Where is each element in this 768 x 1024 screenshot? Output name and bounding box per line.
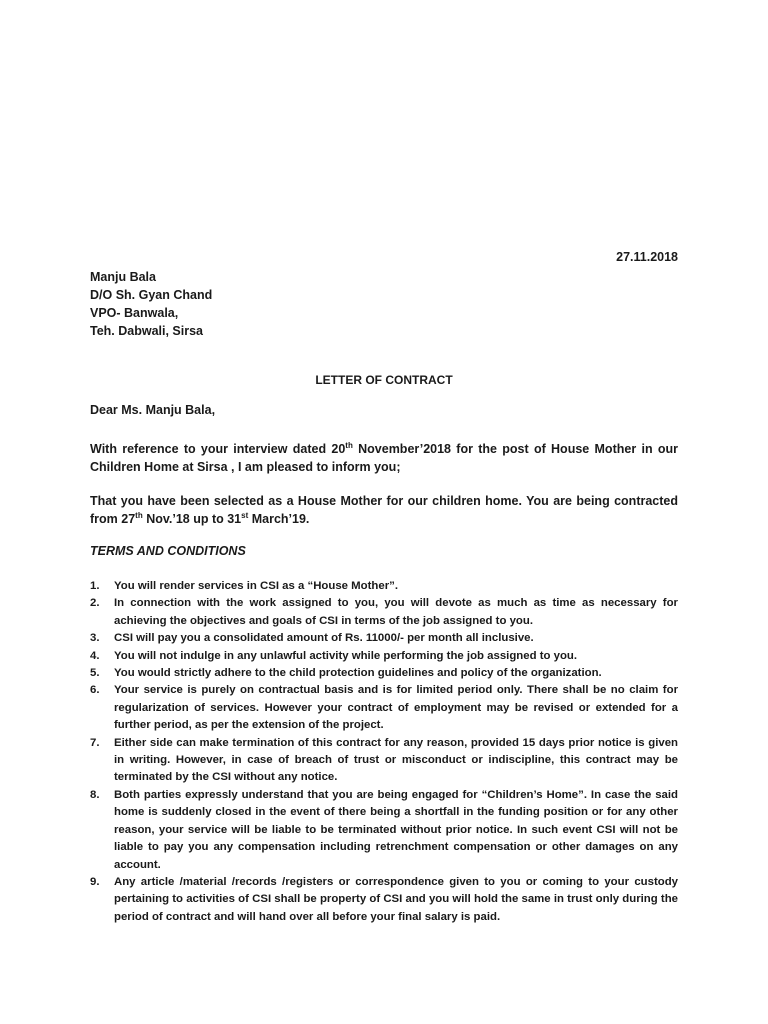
term-item: [90, 630, 678, 647]
term-item: [90, 874, 678, 926]
salutation: Dear Ms. Manju Bala,: [90, 403, 216, 417]
selection-text: Nov.’18 up to 31: [142, 512, 242, 526]
term-number: 1.: [90, 580, 100, 592]
term-text: In connection with the work assigned to you, you will devote as much as time as necessary for achieving the objectives and goals of CSI in terms of the job assigned to you.: [114, 597, 678, 627]
address-line: Teh. Dabwali, Sirsa: [90, 324, 204, 338]
terms-list: [90, 578, 678, 926]
term-number: 9.: [90, 875, 100, 888]
term-number: 2.: [90, 597, 100, 610]
selection-sup: th: [135, 510, 143, 520]
recipient-address: [90, 268, 212, 340]
term-text: Your service is purely on contractual basis and is for limited period only. There shall be no claim for regularization of services. However your contract of employment may be revised or extended for a further period, as per the extension of the project.: [114, 684, 678, 732]
term-text: Both parties expressly understand that you are being engaged for “Children’s Home”. In case the said home is suddenly closed in the event of there being a shortfall in the funding position or for any other reason, your service will be liable to be terminated without prior notice. In such event CSI will not be liable to pay you any compensation including retrenchment compensation or other damages on any account.: [114, 788, 678, 871]
term-text: Either side can make termination of this contract for any reason, provided 15 days prior notice is given in writing. However, in case of breach of trust or misconduct or indiscipline, this contract may be terminated by the CSI without any notice.: [114, 736, 678, 784]
term-item: [90, 578, 678, 595]
address-line: VPO- Banwala,: [90, 306, 179, 320]
terms-heading: TERMS AND CONDITIONS: [90, 544, 246, 558]
intro-text: With reference to your interview dated 20: [90, 442, 346, 456]
term-number: 3.: [90, 632, 100, 645]
term-item: [90, 735, 678, 787]
term-item: [90, 665, 678, 682]
term-text: You will render services in CSI as a “House Mother”.: [114, 580, 399, 592]
term-number: 5.: [90, 667, 100, 680]
selection-sup: st: [241, 510, 249, 520]
term-item: [90, 682, 678, 734]
term-item: [90, 595, 678, 630]
term-number: 8.: [90, 788, 100, 801]
term-text: CSI will pay you a consolidated amount of Rs. 11000/- per month all inclusive.: [114, 632, 534, 645]
term-text: You would strictly adhere to the child protection guidelines and policy of the organization.: [114, 667, 602, 680]
term-number: 7.: [90, 736, 100, 749]
selection-text: That you have been selected as a House Mother for our children home. You are being contracted from 27: [90, 494, 678, 526]
address-line: D/O Sh. Gyan Chand: [90, 288, 213, 302]
term-text: You will not indulge in any unlawful activity while performing the job assigned to you.: [114, 649, 578, 662]
selection-text: March’19.: [248, 512, 310, 526]
term-item: [90, 787, 678, 874]
selection-paragraph: [90, 492, 678, 528]
intro-paragraph: [90, 440, 678, 476]
intro-text: November’2018 for the post of House Mother in our Children Home at Sirsa , I am pleased to inform you;: [90, 442, 678, 474]
term-number: 6.: [90, 684, 100, 697]
address-line: Manju Bala: [90, 270, 156, 284]
term-text: Any article /material /records /registers or correspondence given to you or coming to your custody pertaining to activities of CSI shall be property of CSI and you will hold the same in trust only during the period of contract and will hand over all before your final salary is paid.: [114, 875, 678, 923]
term-item: [90, 648, 678, 665]
letter-title: LETTER OF CONTRACT: [315, 373, 453, 387]
term-number: 4.: [90, 649, 100, 662]
letter-date: 27.11.2018: [616, 250, 678, 264]
intro-sup: th: [345, 440, 353, 450]
